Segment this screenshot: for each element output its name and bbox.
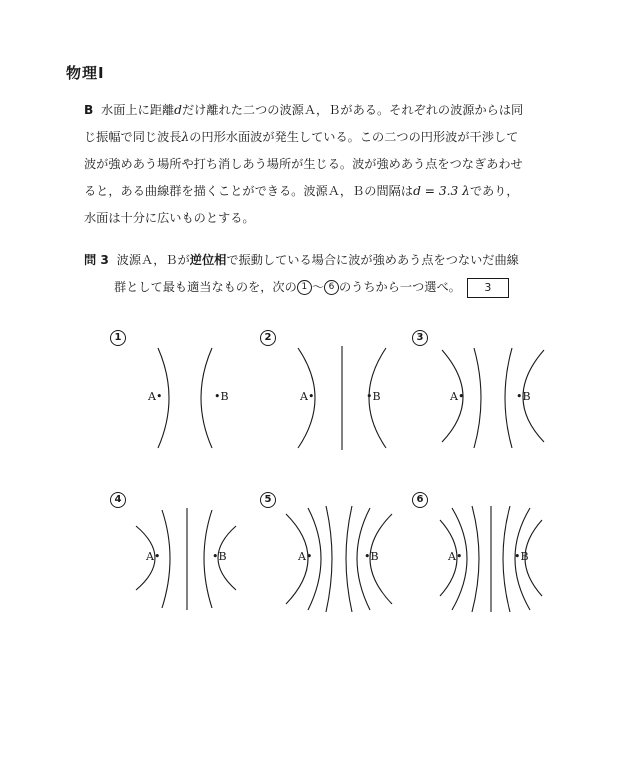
- curve: [346, 506, 352, 612]
- answer-box[interactable]: 3: [467, 278, 509, 298]
- figure-choice-1[interactable]: [110, 330, 240, 480]
- para-line-3: 波が強めあう場所や打ち消しあう場所が生じる。波が強めあう点をつなぎあわせ: [84, 157, 523, 171]
- hyperbola-diagram: [412, 492, 542, 642]
- hyperbola-diagram: [412, 330, 542, 480]
- part-label: B: [84, 103, 94, 117]
- question-line-1: 問 3 波源Ａ，Ｂが逆位相で振動している場合に波が強めあう点をつないだ曲線: [84, 253, 519, 267]
- choice-last-mark: 6: [324, 280, 339, 295]
- source-a-label: A•: [300, 390, 315, 403]
- curve: [503, 506, 510, 612]
- emphasis-antiphase: 逆位相: [189, 253, 227, 267]
- figure-number: 4: [110, 492, 126, 508]
- source-b-label: •B: [516, 390, 531, 403]
- source-a-label: A•: [450, 390, 465, 403]
- curve: [474, 348, 481, 448]
- figure-number: 1: [110, 330, 126, 346]
- choice-first-mark: 1: [297, 280, 312, 295]
- question: [84, 247, 554, 301]
- hyperbola-diagram: [110, 330, 240, 480]
- para-line-2: じ振幅で同じ波長λの円形水面波が発生している。この二つの円形波が干渉して: [84, 130, 519, 144]
- curve: [201, 348, 212, 448]
- figure-choice-5[interactable]: [260, 492, 390, 642]
- figure-choice-3[interactable]: [412, 330, 542, 480]
- curve: [204, 510, 212, 608]
- problem-statement: [84, 97, 554, 232]
- curve: [326, 506, 332, 612]
- curve: [472, 506, 479, 612]
- curve: [505, 348, 512, 448]
- hyperbola-diagram: [260, 330, 390, 480]
- para-line-1: B 水面上に距離dだけ離れた二つの波源Ａ，Ｂがある。それぞれの波源からは同: [84, 103, 524, 117]
- curve: [162, 510, 170, 608]
- figure-number: 2: [260, 330, 276, 346]
- hyperbola-diagram: [260, 492, 390, 642]
- source-a-label: A•: [148, 390, 163, 403]
- source-a-label: A•: [146, 550, 161, 563]
- var-d: d: [174, 103, 182, 117]
- figure-number: 5: [260, 492, 276, 508]
- question-label: 問 3: [84, 253, 109, 267]
- section-title: 物理Ⅰ: [66, 64, 105, 82]
- question-line-2: 群として最も適当なものを，次の 1 〜 6 のうちから一つ選べ。 3: [84, 274, 554, 301]
- source-b-label: •B: [214, 390, 229, 403]
- source-a-label: A•: [298, 550, 313, 563]
- source-b-label: •B: [212, 550, 227, 563]
- figure-number: 6: [412, 492, 428, 508]
- source-b-label: •B: [514, 550, 529, 563]
- source-b-label: •B: [364, 550, 379, 563]
- equation: d = 3.3 λ: [413, 184, 470, 198]
- hyperbola-diagram: [110, 492, 240, 642]
- figure-number: 3: [412, 330, 428, 346]
- para-line-4: ると，ある曲線群を描くことができる。波源Ａ，Ｂの間隔はd = 3.3 λであり，: [84, 184, 519, 198]
- source-a-label: A•: [448, 550, 463, 563]
- source-b-label: •B: [366, 390, 381, 403]
- figure-choice-4[interactable]: [110, 492, 240, 642]
- para-line-5: 水面は十分に広いものとする。: [84, 211, 255, 225]
- figure-choice-2[interactable]: [260, 330, 390, 480]
- figure-choice-6[interactable]: [412, 492, 542, 642]
- var-lambda: λ: [181, 130, 190, 144]
